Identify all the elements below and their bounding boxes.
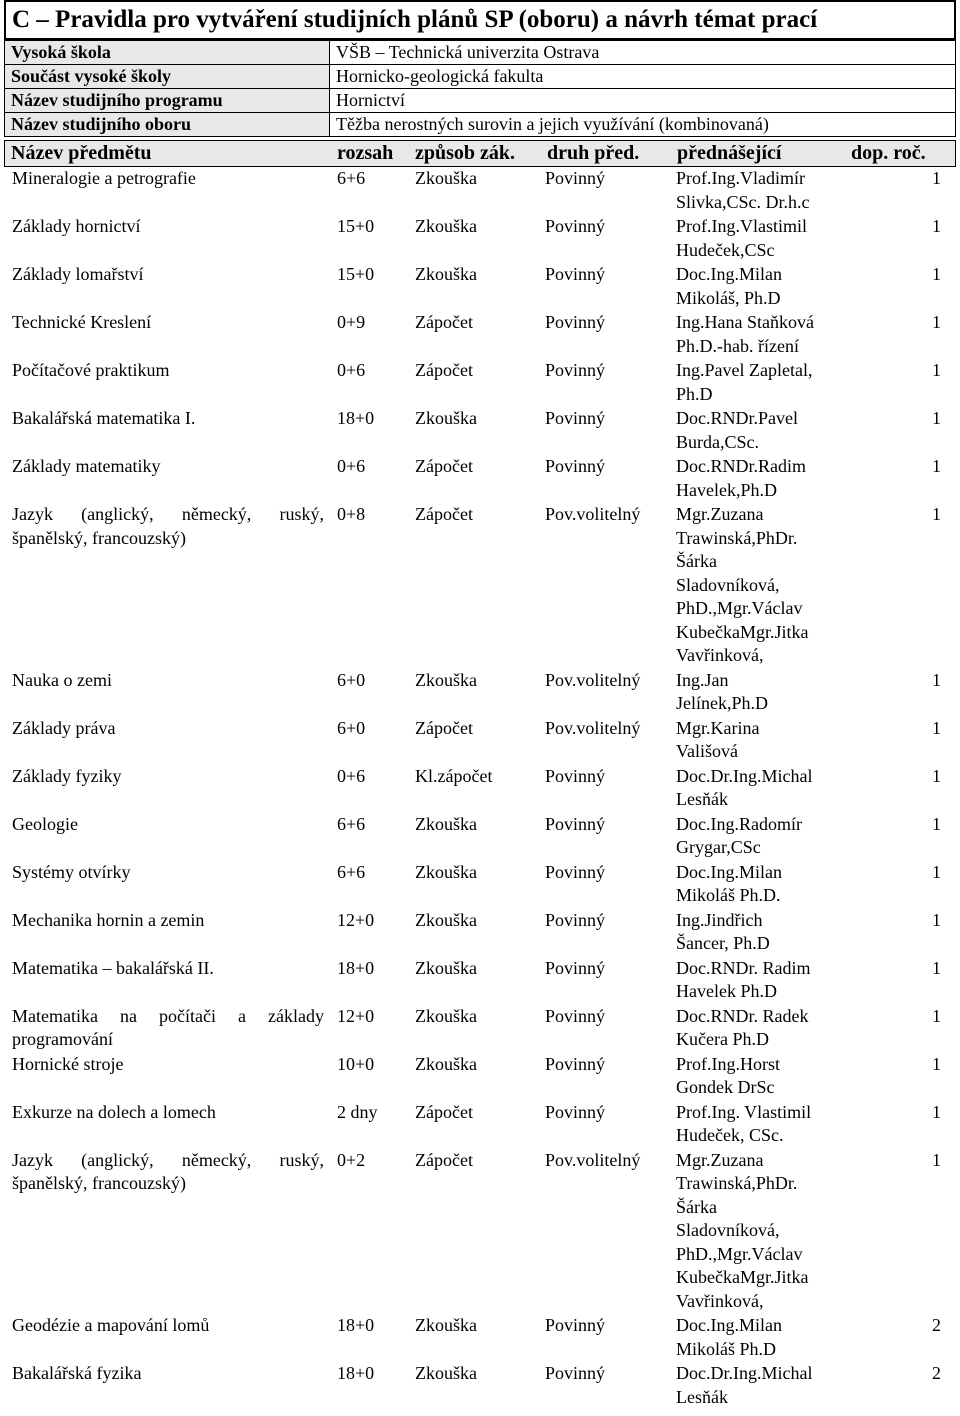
cell-zpusob: Zkouška	[415, 264, 477, 284]
cell-zpusob: Zápočet	[415, 717, 473, 738]
cell-roc: 1	[932, 765, 941, 786]
header-roc: dop. roč.	[851, 142, 926, 164]
cell-rozsah: 10+0	[337, 1053, 375, 1074]
cell-roc: 2	[932, 1363, 941, 1383]
header-name: Název předmětu	[11, 142, 152, 164]
lecturer-line: Mikoláš Ph.D	[676, 1338, 777, 1359]
cell-rozsah: 6+6	[337, 813, 366, 834]
cell-druh: Povinný	[545, 1101, 606, 1122]
header-druh: druh před.	[547, 142, 640, 164]
cell-prednasejici	[676, 311, 852, 358]
cell-druh: Povinný	[545, 957, 606, 978]
cell-zpusob: Zápočet	[415, 360, 473, 380]
lecturer-line: Kučera Ph.D	[676, 1029, 769, 1049]
lecturer-line: Doc.Dr.Ing.Michal	[676, 765, 813, 786]
table-row	[4, 215, 956, 263]
cell-druh: Povinný	[545, 216, 606, 236]
cell-name: Základy matematiky	[12, 456, 161, 476]
cell-zpusob: Zkouška	[415, 1315, 477, 1335]
cell-rozsah: 18+0	[337, 1315, 375, 1335]
table-row	[4, 263, 956, 311]
table-row	[4, 1362, 956, 1410]
cell-name: Nauka o zemi	[12, 669, 112, 690]
cell-roc: 1	[932, 408, 941, 428]
lecturer-line: Havelek Ph.D	[676, 981, 777, 1001]
info-value: VŠB – Technická univerzita Ostrava	[330, 41, 956, 65]
cell-name: Jazyk (anglický, německý, ruský, španělský, francouzský)	[12, 504, 324, 548]
header-rozsah: rozsah	[337, 142, 394, 164]
cell-zpusob: Zápočet	[415, 504, 473, 524]
lecturer-line: Sladovníková,	[676, 574, 780, 595]
lecturer-line: Šárka	[676, 1196, 717, 1217]
lecturer-line: Prof.Ing.Vlastimil	[676, 216, 807, 236]
cell-zpusob: Zápočet	[415, 1149, 473, 1170]
table-row	[4, 1101, 956, 1149]
cell-zpusob: Zkouška	[415, 957, 477, 978]
lecturer-line: Hudeček, CSc.	[676, 1125, 784, 1145]
cell-rozsah: 12+0	[337, 909, 375, 930]
cell-name: Mineralogie a petrografie	[12, 168, 196, 188]
info-value: Hornictví	[330, 89, 956, 113]
table-row	[4, 813, 956, 861]
cell-rozsah: 6+6	[337, 168, 366, 188]
cell-name: Bakalářská matematika I.	[12, 408, 196, 428]
table-row	[4, 503, 956, 669]
table-row	[4, 717, 956, 765]
table-row	[4, 957, 956, 1005]
lecturer-line: PhD.,Mgr.Václav	[676, 598, 803, 618]
cell-prednasejici	[676, 909, 852, 956]
cell-rozsah: 12+0	[337, 1005, 375, 1026]
cell-prednasejici	[676, 1053, 852, 1100]
cell-rozsah: 0+6	[337, 765, 366, 786]
lecturer-line: Mgr.Zuzana	[676, 1149, 764, 1170]
cell-prednasejici	[676, 407, 852, 454]
cell-prednasejici	[676, 1362, 852, 1409]
cell-druh: Povinný	[545, 456, 606, 476]
cell-prednasejici	[676, 957, 852, 1004]
lecturer-line: Hudeček,CSc	[676, 239, 775, 260]
cell-zpusob: Zkouška	[415, 1363, 477, 1383]
cell-druh: Povinný	[545, 1363, 606, 1383]
cell-druh: Povinný	[545, 1005, 606, 1026]
cell-zpusob: Zkouška	[415, 216, 477, 236]
cell-roc: 1	[932, 669, 941, 690]
cell-druh: Povinný	[545, 765, 606, 786]
table-row	[4, 407, 956, 455]
cell-druh: Povinný	[545, 909, 606, 930]
cell-roc: 1	[932, 456, 941, 476]
cell-name: Matematika na počítači a základy programování	[12, 1005, 324, 1049]
cell-zpusob: Zápočet	[415, 456, 473, 476]
cell-zpusob: Kl.zápočet	[415, 765, 493, 786]
cell-zpusob: Zkouška	[415, 408, 477, 428]
cell-prednasejici	[676, 215, 852, 262]
lecturer-line: Prof.Ing.Horst	[676, 1053, 780, 1074]
cell-druh: Povinný	[545, 360, 606, 380]
lecturer-line: Šárka	[676, 551, 717, 571]
cell-roc: 1	[932, 813, 941, 834]
cell-roc: 1	[932, 909, 941, 930]
cell-zpusob: Zkouška	[415, 669, 477, 690]
info-row	[5, 65, 956, 89]
lecturer-line: PhD.,Mgr.Václav	[676, 1243, 803, 1264]
lecturer-line: Havelek,Ph.D	[676, 479, 777, 500]
lecturer-line: Grygar,CSc	[676, 837, 761, 857]
cell-name: Počítačové praktikum	[12, 360, 170, 380]
lecturer-line: Burda,CSc.	[676, 431, 759, 452]
lecturer-line: Gondek DrSc	[676, 1077, 775, 1097]
cell-name: Geodézie a mapování lomů	[12, 1315, 210, 1335]
cell-druh: Pov.volitelný	[545, 717, 641, 738]
lecturer-line: Sladovníková,	[676, 1220, 780, 1240]
lecturer-line: Prof.Ing.Vladimír	[676, 168, 805, 188]
lecturer-line: Vališová	[676, 741, 738, 761]
info-row	[5, 41, 956, 65]
info-label: Vysoká škola	[5, 41, 330, 65]
cell-roc: 1	[932, 1005, 941, 1026]
table-row	[4, 167, 956, 215]
lecturer-line: Ing.Jan	[676, 669, 729, 690]
lecturer-line: Mgr.Karina	[676, 717, 760, 738]
document-title: C – Pravidla pro vytváření studijních plánů SP (oboru) a návrh témat prací	[4, 0, 956, 40]
lecturer-line: Ph.D.-hab. řízení	[676, 335, 799, 356]
cell-rozsah: 18+0	[337, 1363, 375, 1383]
lecturer-line: Mgr.Zuzana	[676, 504, 764, 524]
cell-druh: Povinný	[545, 312, 606, 332]
cell-name: Technické Kreslení	[12, 312, 152, 332]
cell-rozsah: 18+0	[337, 408, 375, 428]
cell-rozsah: 0+9	[337, 312, 366, 332]
cell-rozsah: 2 dny	[337, 1101, 378, 1122]
info-row	[5, 113, 956, 137]
lecturer-line: Lesňák	[676, 789, 728, 809]
info-table	[4, 40, 956, 137]
lecturer-line: Doc.Dr.Ing.Michal	[676, 1363, 813, 1383]
lecturer-line: KubečkaMgr.Jitka	[676, 621, 809, 642]
cell-roc: 1	[932, 312, 941, 332]
cell-name: Matematika – bakalářská II.	[12, 957, 214, 978]
cell-druh: Povinný	[545, 813, 606, 834]
info-value: Těžba nerostných surovin a jejich využívání (kombinovaná)	[330, 113, 956, 137]
cell-roc: 1	[932, 216, 941, 236]
cell-roc: 1	[932, 861, 941, 882]
lecturer-line: Ph.D	[676, 383, 713, 404]
cell-druh: Povinný	[545, 1053, 606, 1074]
table-row	[4, 1149, 956, 1315]
info-label: Název studijního oboru	[5, 113, 330, 137]
header-prednasejici: přednášející	[677, 142, 782, 164]
cell-druh: Povinný	[545, 1315, 606, 1335]
table-row	[4, 765, 956, 813]
cell-name: Geologie	[12, 813, 78, 834]
lecturer-line: Doc.RNDr.Pavel	[676, 408, 798, 428]
lecturer-line: Trawinská,PhDr.	[676, 527, 798, 548]
cell-prednasejici	[676, 765, 852, 812]
cell-druh: Povinný	[545, 408, 606, 428]
cell-zpusob: Zkouška	[415, 909, 477, 930]
cell-roc: 1	[932, 168, 941, 188]
table-row	[4, 359, 956, 407]
cell-zpusob: Zkouška	[415, 1005, 477, 1026]
cell-roc: 1	[932, 264, 941, 284]
lecturer-line: Vavřinková,	[676, 645, 764, 665]
cell-prednasejici	[676, 263, 852, 310]
cell-rozsah: 6+6	[337, 861, 366, 882]
cell-druh: Pov.volitelný	[545, 1149, 641, 1170]
cell-rozsah: 0+6	[337, 360, 366, 380]
lecturer-line: Trawinská,PhDr.	[676, 1173, 798, 1193]
cell-roc: 1	[932, 717, 941, 738]
cell-druh: Pov.volitelný	[545, 669, 641, 690]
table-row	[4, 455, 956, 503]
lecturer-line: Doc.RNDr. Radek	[676, 1005, 809, 1026]
cell-druh: Povinný	[545, 168, 606, 188]
table-row	[4, 1314, 956, 1362]
lecturer-line: Doc.Ing.Milan	[676, 861, 782, 882]
cell-roc: 2	[932, 1315, 941, 1335]
lecturer-line: Doc.Ing.Milan	[676, 1315, 782, 1335]
cell-roc: 1	[932, 1149, 941, 1170]
cell-roc: 1	[932, 957, 941, 978]
cell-name: Základy lomařství	[12, 264, 144, 284]
cell-name: Jazyk (anglický, německý, ruský, španělský, francouzský)	[12, 1149, 324, 1193]
cell-prednasejici	[676, 359, 852, 406]
info-row	[5, 89, 956, 113]
cell-name: Základy práva	[12, 717, 116, 738]
cell-name: Hornické stroje	[12, 1053, 124, 1074]
lecturer-line: Mikoláš, Ph.D	[676, 287, 781, 308]
table-row	[4, 1053, 956, 1101]
cell-rozsah: 0+2	[337, 1149, 366, 1170]
lecturer-line: Vavřinková,	[676, 1290, 764, 1311]
cell-name: Základy fyziky	[12, 765, 122, 786]
lecturer-line: Jelínek,Ph.D	[676, 693, 768, 713]
cell-prednasejici	[676, 1005, 852, 1052]
lecturer-line: Doc.Ing.Radomír	[676, 813, 802, 834]
cell-rozsah: 6+0	[337, 669, 366, 690]
info-value: Hornicko-geologická fakulta	[330, 65, 956, 89]
cell-prednasejici	[676, 861, 852, 908]
table-row	[4, 909, 956, 957]
cell-rozsah: 15+0	[337, 216, 375, 236]
table-header-row	[4, 140, 956, 167]
lecturer-line: Doc.Ing.Milan	[676, 264, 782, 284]
lecturer-line: Šancer, Ph.D	[676, 933, 770, 953]
table-row	[4, 669, 956, 717]
lecturer-line: Slivka,CSc. Dr.h.c	[676, 191, 810, 212]
cell-rozsah: 0+6	[337, 456, 366, 476]
cell-roc: 1	[932, 504, 941, 524]
cell-druh: Pov.volitelný	[545, 504, 641, 524]
cell-zpusob: Zápočet	[415, 312, 473, 332]
lecturer-line: Doc.RNDr.Radim	[676, 456, 806, 476]
lecturer-line: Prof.Ing. Vlastimil	[676, 1101, 812, 1122]
cell-zpusob: Zápočet	[415, 1101, 473, 1122]
cell-zpusob: Zkouška	[415, 813, 477, 834]
cell-name: Mechanika hornin a zemin	[12, 909, 205, 930]
header-zpusob: způsob zák.	[415, 142, 516, 164]
table-row	[4, 1005, 956, 1053]
cell-zpusob: Zkouška	[415, 168, 477, 188]
cell-rozsah: 18+0	[337, 957, 375, 978]
info-label: Název studijního programu	[5, 89, 330, 113]
cell-zpusob: Zkouška	[415, 1053, 477, 1074]
lecturer-line: Lesňák	[676, 1386, 728, 1407]
cell-name: Bakalářská fyzika	[12, 1363, 142, 1383]
cell-prednasejici	[676, 1149, 852, 1314]
cell-name: Systémy otvírky	[12, 861, 131, 882]
table-row	[4, 861, 956, 909]
cell-prednasejici	[676, 669, 852, 716]
cell-prednasejici	[676, 717, 852, 764]
lecturer-line: Mikoláš Ph.D.	[676, 885, 781, 905]
table-row	[4, 311, 956, 359]
cell-druh: Povinný	[545, 861, 606, 882]
cell-druh: Povinný	[545, 264, 606, 284]
cell-prednasejici	[676, 167, 852, 214]
cell-rozsah: 15+0	[337, 264, 375, 284]
cell-name: Základy hornictví	[12, 216, 141, 236]
cell-prednasejici	[676, 1314, 852, 1361]
cell-rozsah: 6+0	[337, 717, 366, 738]
lecturer-line: KubečkaMgr.Jitka	[676, 1267, 809, 1287]
cell-rozsah: 0+8	[337, 504, 366, 524]
cell-roc: 1	[932, 1101, 941, 1122]
lecturer-line: Ing.Jindřich	[676, 909, 763, 930]
lecturer-line: Doc.RNDr. Radim	[676, 957, 811, 978]
info-label: Součást vysoké školy	[5, 65, 330, 89]
cell-zpusob: Zkouška	[415, 861, 477, 882]
cell-prednasejici	[676, 1101, 852, 1148]
cell-roc: 1	[932, 1053, 941, 1074]
cell-roc: 1	[932, 360, 941, 380]
course-list	[4, 167, 956, 1410]
lecturer-line: Ing.Hana Staňková	[676, 312, 814, 332]
cell-prednasejici	[676, 503, 852, 668]
cell-prednasejici	[676, 455, 852, 502]
lecturer-line: Ing.Pavel Zapletal,	[676, 360, 813, 380]
cell-name: Exkurze na dolech a lomech	[12, 1101, 216, 1122]
cell-prednasejici	[676, 813, 852, 860]
